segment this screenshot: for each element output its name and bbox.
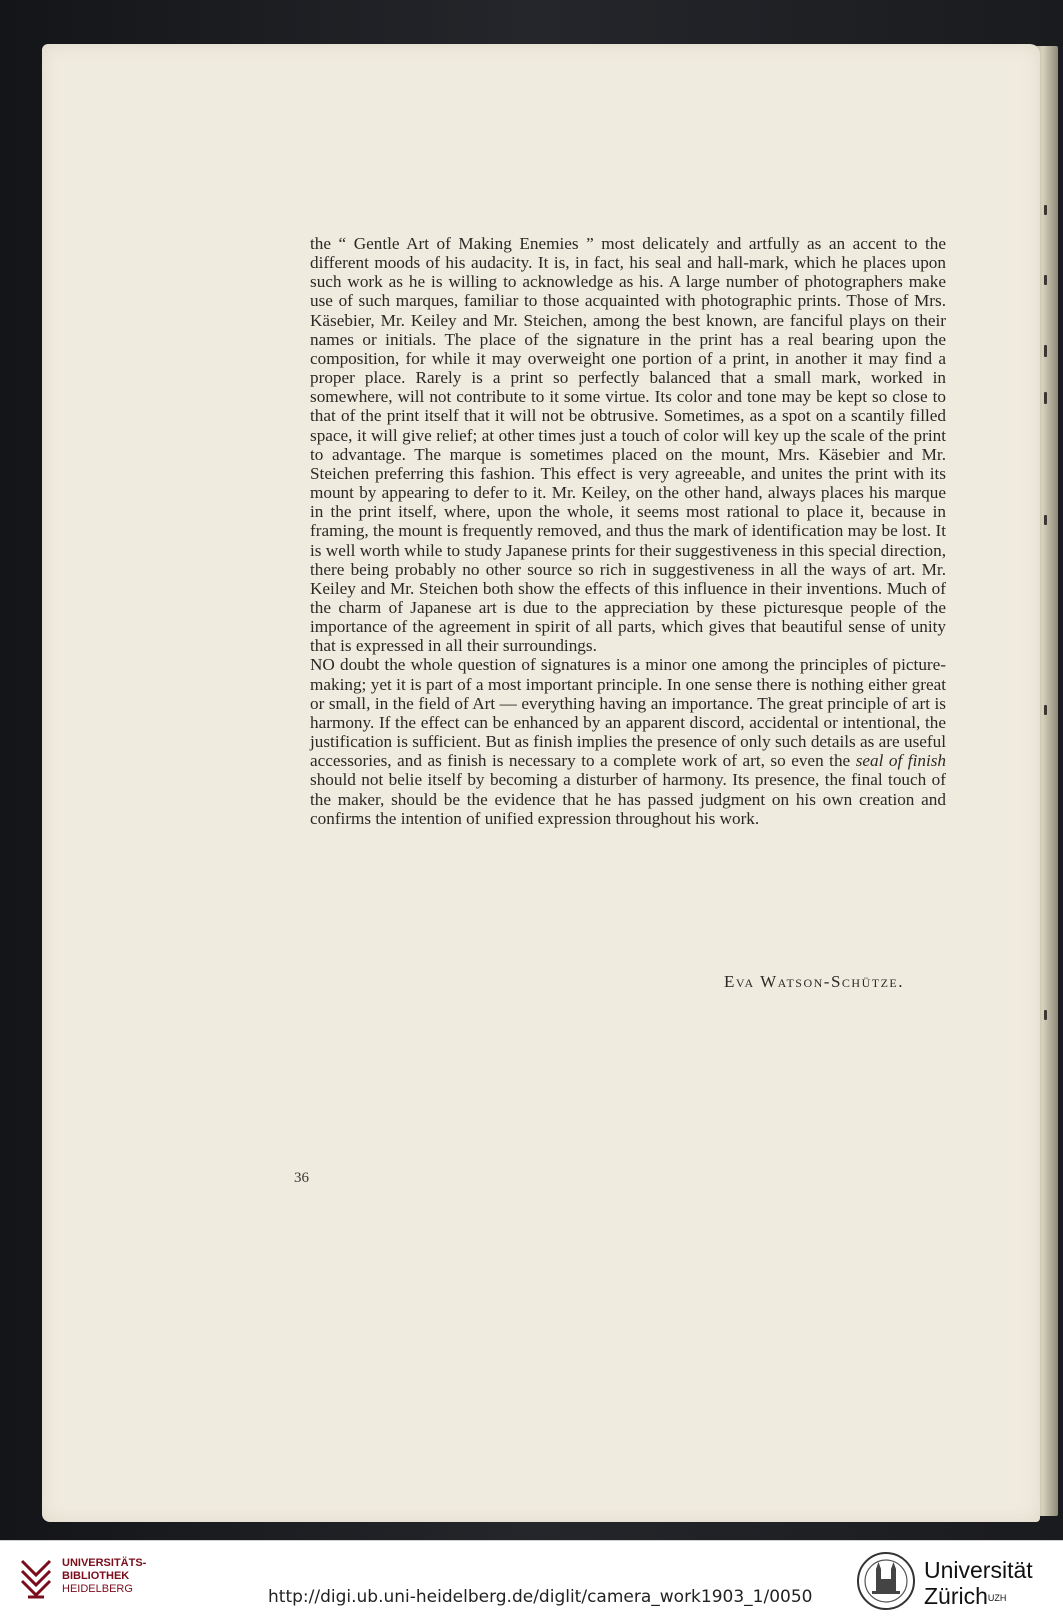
book-page [42,44,1040,1522]
university-name [924,1557,1033,1609]
library-name-line-2: BIBLIOTHEK [62,1570,130,1582]
margin-mark [1044,705,1047,715]
paragraph-2 [310,655,946,827]
permalink-url[interactable]: http://digi.ub.uni-heidelberg.de/diglit/camera_work1903_1/0050 [268,1587,813,1607]
university-name-line-1: Universität [924,1557,1033,1583]
paragraph-2-start: NO doubt the whole question of signatures is a minor one among the principles of picture-making; yet it is part of a most important principle. In one sense there is nothing either great or small, in the field of Art — everything having an importance. The great principle of art is harmony. If the effect can be enhanced by an apparent discord, accidental or intentional, the justification is sufficient. But as finish implies the presence of only such details as are useful accessories, and as finish is necessary to a complete work of art, so even the [310,655,946,771]
library-name-line-3: HEIDELBERG [62,1583,133,1595]
margin-mark [1044,515,1047,525]
margin-mark [1044,275,1047,285]
paragraph-2-end: should not belie itself by becoming a disturber of harmony. Its presence, the final touch of the maker, should be the evidence that he has passed judgment on his own creation and confirms the intention of unified expression throughout his work. [310,770,946,828]
article-text [310,234,946,828]
page-number: 36 [294,1170,309,1186]
university-abbr: UZH [987,1593,1007,1603]
margin-mark [1044,1010,1047,1020]
paragraph-2-emphasis: seal of finish [855,751,946,771]
author-signature: Eva Watson-Schütze. [723,972,904,991]
footer-bar [0,1540,1063,1619]
margin-mark [1044,205,1047,215]
library-name-line-1: UNIVERSITÄTS- [62,1557,147,1569]
paragraph-1: the “ Gentle Art of Making Enemies ” most delicately and artfully as an accent to the different moods of his audacity. It is, in fact, his seal and hall-mark, which he places upon such work as he is willing to acknowledge as his. A large number of photographers make use of such marques, familiar to those acquainted with photographic prints. Those of Mrs. Käsebier, Mr. Keiley and Mr. Steichen, among the best known, are fanciful plays on their names or initials. The place of the signature in the print has a real bearing upon the composition, for while it may overweight one portion of a print, in another it may find a proper place. Rarely is a print so perfectly balanced that a small mark, worked in somewhere, will not contribute to it some virtue. Its color and tone may be kept so close to that of the print itself that it will not be obtrusive. Sometimes, as a spot on a scantily filled space, it will give relief; at other times just a touch of color will key up the scale of the print to advantage. The marque is sometimes placed on the mount, Mrs. Käsebier and Mr. Steichen preferring this fashion. This effect is very agreeable, and unites the print with its mount by appearing to defer to it. Mr. Keiley, on the other hand, always places his marque in the print itself, where, upon the whole, it seems most rational to place it, because in framing, the mount is frequently removed, and thus the mark of identification may be lost. It is well worth while to study Japanese prints for their suggestiveness in this special direction, there being probably no other source so rich in suggestiveness in all the ways of art. Mr. Keiley and Mr. Steichen both show the effects of this influence in their inventions. Much of the charm of Japanese art is due to the appreciation by these picturesque people of the importance of the agreement in spirit of all parts, which gives that beautiful sense of unity that is expressed in all their surroundings. [310,234,946,656]
library-logo-icon [16,1553,56,1605]
margin-mark [1044,392,1047,404]
university-seal-icon [856,1551,916,1611]
university-name-line-2 [924,1583,1033,1609]
margin-mark [1044,345,1047,357]
library-name [62,1557,146,1596]
university-city: Zürich [924,1583,988,1609]
